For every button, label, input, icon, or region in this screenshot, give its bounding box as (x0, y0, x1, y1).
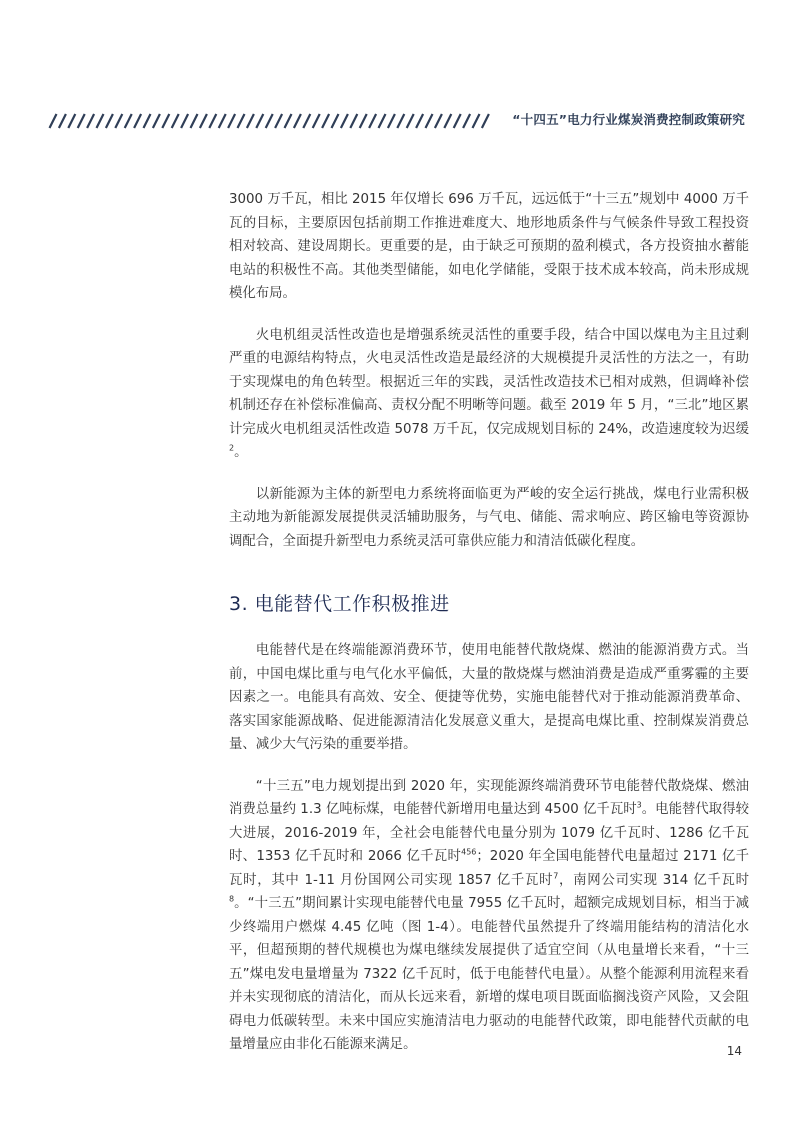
header-stripe (304, 115, 310, 127)
header-stripe (210, 115, 216, 127)
header-stripe (417, 115, 423, 127)
header-stripe (454, 115, 460, 127)
header-stripe (473, 115, 479, 127)
paragraph-electricity-substitution-progress: “十三五”电力规划提出到 2020 年，实现能源终端消费环节电能替代散烧煤、燃油消费总量约 1.3 亿吨标煤，电能替代新增用电量达到 4500 亿千瓦时$^3$。电能替代取得较大进展，2016-2019 年，全社会电能替代电量分别为 1079 亿千瓦时、1286 亿千瓦时、1353 亿千瓦时和 2066 亿千瓦时$^{456}$；2020 年全国电能替代电量超过 2171 亿千瓦时，其中 1-11 月份国网公司实现 1857 亿千瓦时$^7$，南网公司实现 314 亿千瓦时$^8$。“十三五”期间累计实现电能替代电量 7955 亿千瓦时，超额完成规划目标，相当于减少终端用户燃煤 4.45 亿吨（图 1-4）。电能替代虽然提升了终端用能结构的清洁化水平，但超预期的替代规模也为煤电继续发展提供了适宜空间（从电量增长来看，“十三五”煤电发电量增量为 7322 亿千瓦时，低于电能替代电量）。从整个能源利用流程来看并未实现彻底的清洁化，而从长远来看，新增的煤电项目既面临搁浅资产风险，又会阻碍电力低碳转型。未来中国应实施清洁电力驱动的电能替代政策，即电能替代贡献的电量增量应由非化石能源来满足。 (229, 778, 750, 1052)
header-stripe (341, 115, 347, 127)
body-content (229, 188, 749, 1075)
header-stripe (78, 115, 84, 127)
header-stripe (144, 115, 150, 127)
header-stripe (426, 115, 432, 127)
header-stripe (351, 115, 357, 127)
header-stripe (464, 115, 470, 127)
header-stripe (247, 115, 253, 127)
header-stripe (163, 115, 169, 127)
header-stripe (435, 115, 441, 127)
paragraph-pumped-storage: 3000 万千瓦，相比 2015 年仅增长 696 万千瓦，远远低于“十三五”规划中 4000 万千瓦的目标，主要原因包括前期工作推进难度大、地形地质条件与气候条件导致工程投资相对较高、建设周期长。更重要的是，由于缺乏可预期的盈利模式，各方投资抽水蓄能电站的积极性不高。其他类型储能，如电化学储能，受限于技术成本较高，尚未形成规模化布局。 (229, 192, 749, 301)
header-stripe (379, 115, 385, 127)
footnote-ref: 7 (553, 871, 559, 881)
header-stripe (407, 115, 413, 127)
header-stripe-decoration (48, 112, 496, 130)
header-stripe (125, 115, 131, 127)
header-stripe (153, 115, 159, 127)
header-stripe (398, 115, 404, 127)
header-stripe (360, 115, 366, 127)
header-stripe (332, 115, 338, 127)
header-stripe (276, 115, 282, 127)
header-stripe (313, 115, 319, 127)
header-stripe (219, 115, 225, 127)
footnote-ref: 3 (636, 800, 642, 810)
header-stripe (257, 115, 263, 127)
header-stripe (323, 115, 329, 127)
header-stripe (191, 115, 197, 127)
header-stripe (238, 115, 244, 127)
section-heading: 3. 电能替代工作积极推进 (229, 593, 450, 615)
paragraph-new-power-system: 以新能源为主体的新型电力系统将面临更为严峻的安全运行挑战，煤电行业需积极主动地为新能源发展提供灵活辅助服务，与气电、储能、需求响应、跨区输电等资源协调配合，全面提升新型电力系统灵活可靠供应能力和清洁低碳化程度。 (229, 486, 749, 549)
running-header-title: “十四五”电力行业煤炭消费控制政策研究 (512, 112, 745, 127)
header-stripe (285, 115, 291, 127)
header-stripe (482, 115, 488, 127)
header-stripe (172, 115, 178, 127)
header-stripe (69, 115, 75, 127)
header-stripe (200, 115, 206, 127)
header-stripe (182, 115, 188, 127)
footnote-ref: 456 (461, 847, 477, 857)
header-stripe (445, 115, 451, 127)
header-stripe (116, 115, 122, 127)
footnote-ref: 2 (229, 443, 235, 453)
header-stripe (388, 115, 394, 127)
header-stripe (229, 115, 235, 127)
header-stripe (135, 115, 141, 127)
page-number: 14 (726, 1044, 742, 1058)
header-stripe (59, 115, 65, 127)
header-stripe (88, 115, 94, 127)
header-stripe (266, 115, 272, 127)
footnote-ref: 8 (229, 894, 235, 904)
paragraph-electricity-substitution-intro: 电能替代是在终端能源消费环节，使用电能替代散烧煤、燃油的能源消费方式。当前，中国电煤比重与电气化水平偏低，大量的散烧煤与燃油消费是造成严重雾霾的主要因素之一。电能具有高效、安全、便捷等优势，实施电能替代对于推动能源消费革命、落实国家能源战略、促进能源清洁化发展意义重大，是提高电煤比重、控制煤炭消费总量、减少大气污染的重要举措。 (229, 643, 749, 752)
header-stripe (370, 115, 376, 127)
header-stripe (294, 115, 300, 127)
header-stripe (106, 115, 112, 127)
paragraph-thermal-flexibility: 火电机组灵活性改造也是增强系统灵活性的重要手段，结合中国以煤电为主且过剩严重的电源结构特点，火电灵活性改造是最经济的大规模提升灵活性的方法之一，有助于实现煤电的角色转型。根据近三年的实践，灵活性改造技术已相对成熟，但调峰补偿机制还存在补偿标准偏高、责权分配不明晰等问题。截至 2019 年 5 月，“三北”地区累计完成火电机组灵活性改造 5078 万千瓦，仅完成规划目标的 24%，改造速度较为迟缓$^2$。 (229, 327, 749, 460)
header-stripe (50, 115, 56, 127)
header-stripe (97, 115, 103, 127)
